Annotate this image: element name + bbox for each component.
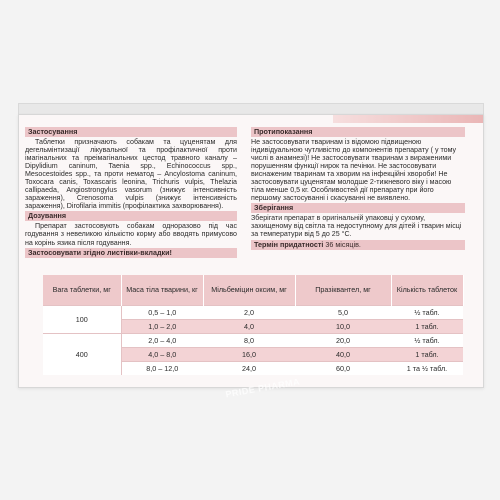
table-cell: 60,0	[295, 362, 391, 376]
table-cell: 1,0 – 2,0	[121, 320, 203, 334]
table-cell: 20,0	[295, 334, 391, 348]
table-cell: 1 табл.	[391, 320, 463, 334]
application-text: Таблетки призначають собакам та цуценятам для дегельмінтизації лікувальної та профілактичної проти імагінальних та преімагінальних цестод травного каналу – Dipylidium caninum, Taenia spp., Echinococcus spp., Mesocestoides spp., та проти нематод – Ancylostoma caninum, Toxocara canis, Toxascaris leonina, Trichuris vulpis, Thelazia callipaeda, Angiostrongylus vasorum (знижує інтенсивність зараження), Crenosoma vulpis (знижує інтенсивність зараження), Dirofilaria immitis (профілактика захворювання).	[25, 138, 237, 211]
storage-heading: Зберігання	[251, 203, 465, 213]
shelf-life-value: 36 місяців.	[325, 239, 361, 249]
table-cell: 4,0	[203, 320, 295, 334]
header-praziquantel: Празіквантел, мг	[295, 275, 391, 306]
table-cell: 4,0 – 8,0	[121, 348, 203, 362]
dosage-text: Препарат застосовують собакам одноразово під час годування з невеликою кількістю корму або вводять примусово на корінь язика після годування.	[25, 222, 237, 247]
header-tablet-weight: Вага таблетки, мг	[43, 275, 121, 306]
table-cell: 2,0 – 4,0	[121, 334, 203, 348]
application-heading: Застосування	[25, 127, 237, 137]
table-cell: 24,0	[203, 362, 295, 376]
shelf-life	[251, 240, 465, 250]
tablet-weight-cell: 100	[43, 306, 121, 334]
table-row	[43, 306, 463, 320]
leaflet-note: Застосовувати згідно листівки-вкладки!	[25, 248, 237, 258]
table-cell: 8,0	[203, 334, 295, 348]
decorative-strip	[333, 115, 483, 123]
header-milbemycin: Мільбеміцин оксим, мг	[203, 275, 295, 306]
table-cell: 10,0	[295, 320, 391, 334]
tablet-weight-cell: 400	[43, 334, 121, 376]
package-panel	[18, 114, 484, 400]
header-tablet-count: Кількість таблеток	[391, 275, 463, 306]
table-header-row	[43, 275, 463, 306]
dosage-table	[43, 275, 464, 375]
right-column	[251, 127, 465, 251]
storage-text: Зберігати препарат в оригінальній упаковці у сухому, захищеному від світла та недоступному для дітей і тварин місці за температури від 5 до 25 °С.	[251, 214, 462, 239]
table-cell: ½ табл.	[391, 306, 463, 320]
header-body-weight: Маса тіла тварини, кг	[121, 275, 203, 306]
table-cell: 5,0	[295, 306, 391, 320]
left-column	[25, 127, 237, 259]
table-cell: ½ табл.	[391, 334, 463, 348]
table-cell: 2,0	[203, 306, 295, 320]
table-cell: 8,0 – 12,0	[121, 362, 203, 376]
table-cell: 1 та ½ табл.	[391, 362, 463, 376]
shelf-life-label: Термін придатності	[254, 239, 324, 249]
contraindications-heading: Протипоказання	[251, 127, 465, 137]
table-cell: 0,5 – 1,0	[121, 306, 203, 320]
table-cell: 16,0	[203, 348, 295, 362]
table-cell: 40,0	[295, 348, 391, 362]
table-row	[43, 334, 463, 348]
watermark-logo: PRIDE PHARMA	[224, 376, 301, 400]
contraindications-text: Не застосовувати тваринам із відомою підвищеною індивідуальною чутливістю до компонентів препарату ( у тому числі в анамнезі)! Не застосовувати тваринам з вираженими порушенням функції нирок та печінки. Не застосовувати виснаженим тваринам та хворим на інфекційні хвороби! Не застосовувати цуценятам молодше 2-тижневого віку і масою тіла менше 0,5 кг. Особливостей дії препарату при його першому застосуванні і скасуванні не виявлено.	[251, 138, 457, 203]
table-cell: 1 табл.	[391, 348, 463, 362]
dosage-heading: Дозування	[25, 211, 237, 221]
